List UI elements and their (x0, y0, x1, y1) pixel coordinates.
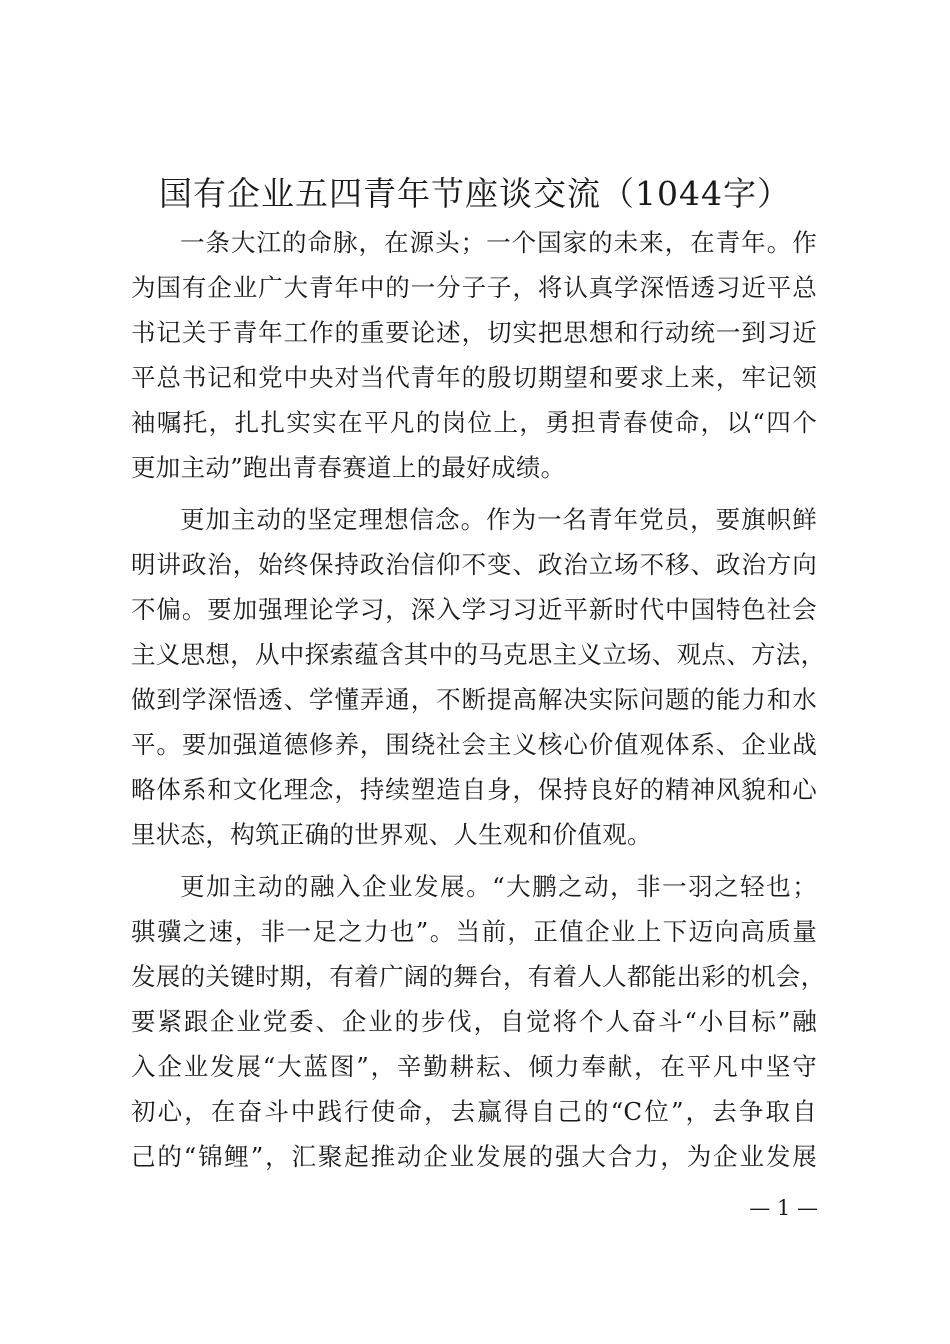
paragraph-2-line-4: 主义思想，从中探索蕴含其中的马克思主义立场、观点、方法， (131, 640, 826, 669)
paragraph-2-line-7: 略体系和文化理念，持续塑造自身，保持良好的精神风貌和心 (131, 775, 817, 804)
paragraph-3-line-3: 发展的关键时期，有着广阔的舞台，有着人人都能出彩的机会， (131, 962, 826, 991)
paragraph-1-line-1: 一条大江的命脉，在源头；一个国家的未来，在青年。作 (180, 228, 817, 257)
paragraph-3-line-4: 要紧跟企业党委、企业的步伐，自觉将个人奋斗“小目标”融 (131, 1007, 817, 1036)
paragraph-1-line-3: 书记关于青年工作的重要论述，切实把思想和行动统一到习近 (131, 318, 817, 347)
paragraph-2-line-1: 更加主动的坚定理想信念。作为一名青年党员，要旗帜鲜 (180, 505, 817, 534)
paragraph-1-line-6: 更加主动”跑出青春赛道上的最好成绩。 (131, 453, 566, 482)
document-title: 国有企业五四青年节座谈交流（1044字） (159, 174, 791, 213)
paragraph-2-line-8: 里状态，构筑正确的世界观、人生观和价值观。 (131, 820, 652, 849)
paragraph-1-line-2: 为国有企业广大青年中的一分子子，将认真学深悟透习近平总 (131, 273, 817, 302)
paragraph-2-line-2: 明讲政治，始终保持政治信仰不变、政治立场不移、政治方向 (131, 550, 817, 579)
paragraph-1-line-5: 袖嘱托，扎扎实实在平凡的岗位上，勇担青春使命，以“四个 (131, 408, 817, 437)
page-number: — 1 — (749, 1196, 818, 1220)
paragraph-2-line-6: 平。要加强道德修养，围绕社会主义核心价值观体系、企业战 (131, 730, 817, 759)
paragraph-3-line-2: 骐骥之速，非一足之力也”。当前，正值企业上下迈向高质量 (131, 917, 817, 946)
paragraph-2-line-5: 做到学深悟透、学懂弄通，不断提高解决实际问题的能力和水 (131, 685, 817, 714)
paragraph-3-line-7: 己的“锦鲤”，汇聚起推动企业发展的强大合力，为企业发展 (131, 1142, 817, 1171)
paragraph-3-line-6: 初心，在奋斗中践行使命，去赢得自己的“C位”，去争取自 (131, 1097, 817, 1126)
paragraph-2-line-3: 不偏。要加强理论学习，深入学习习近平新时代中国特色社会 (131, 595, 817, 624)
paragraph-3-line-5: 入企业发展“大蓝图”，辛勤耕耘、倾力奉献，在平凡中坚守 (131, 1052, 817, 1081)
paragraph-1-line-4: 平总书记和党中央对当代青年的殷切期望和要求上来，牢记领 (131, 363, 817, 392)
paragraph-3-line-1: 更加主动的融入企业发展。“大鹏之动，非一羽之轻也； (180, 872, 817, 901)
